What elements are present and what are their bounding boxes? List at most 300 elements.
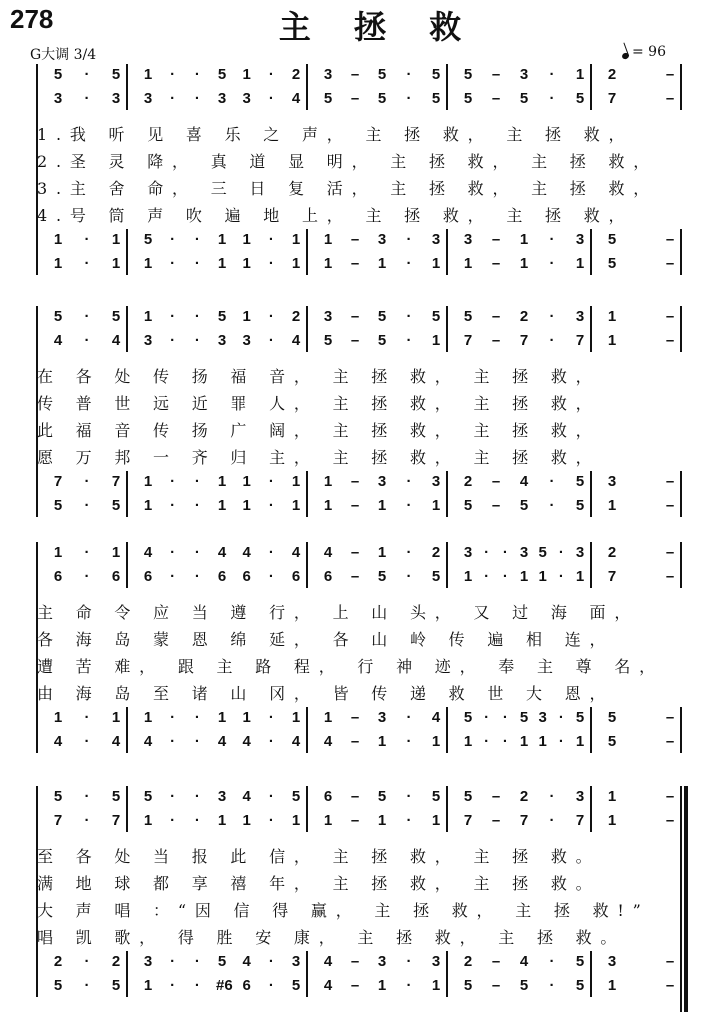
note-digit: 5 bbox=[377, 568, 387, 585]
dot-mark: · bbox=[170, 231, 176, 248]
dot-mark: · bbox=[170, 332, 176, 349]
note-digit: 2 bbox=[519, 308, 529, 325]
bar-line bbox=[446, 471, 448, 517]
note-digit: 3 bbox=[538, 709, 547, 726]
lyric-text: 1.我 听 见 喜 乐 之 声， 主 拯 救， 主 拯 救， bbox=[37, 125, 634, 144]
hold-dash: – bbox=[491, 90, 501, 107]
dot-mark: · bbox=[170, 733, 176, 750]
note-digit: 3 bbox=[575, 544, 585, 561]
dot-mark: · bbox=[194, 497, 200, 514]
note-digit: 1 bbox=[575, 733, 585, 750]
note-digit: 1 bbox=[53, 709, 63, 726]
note-digit: 2 bbox=[291, 66, 301, 83]
hold-dash: – bbox=[350, 255, 360, 272]
lyric-text: 3.主 舍 命， 三 日 复 活， 主 拯 救， 主 拯 救， bbox=[37, 179, 659, 198]
dot-mark: · bbox=[194, 977, 200, 994]
note-digit: 5 bbox=[53, 66, 63, 83]
note-digit: 4 bbox=[242, 544, 251, 561]
note-digit: 3 bbox=[143, 90, 153, 107]
hold-dash: – bbox=[350, 544, 360, 561]
note-digit: 7 bbox=[463, 812, 473, 829]
note-digit: 7 bbox=[53, 812, 63, 829]
dot-mark: · bbox=[406, 733, 412, 750]
note-digit: 7 bbox=[607, 568, 617, 585]
lyric-line bbox=[0, 391, 724, 415]
dot-mark: · bbox=[549, 255, 555, 272]
note-digit: 5 bbox=[53, 788, 63, 805]
note-digit: 1 bbox=[291, 255, 301, 272]
bar-line bbox=[126, 64, 128, 110]
note-digit: 3 bbox=[431, 231, 441, 248]
dot-mark: · bbox=[406, 308, 412, 325]
dot-mark: · bbox=[170, 66, 176, 83]
note-digit: 1 bbox=[538, 733, 547, 750]
lyric-text: 4.号 筒 声 吹 遍 地 上， 主 拯 救， 主 拯 救， bbox=[37, 206, 634, 225]
quarter-note-icon bbox=[621, 52, 630, 60]
note-digit: 4 bbox=[217, 544, 227, 561]
note-digit: 4 bbox=[217, 733, 227, 750]
note-digit: 7 bbox=[53, 473, 63, 490]
note-digit: 5 bbox=[431, 788, 441, 805]
dot-mark: · bbox=[194, 255, 200, 272]
dot-mark: · bbox=[268, 977, 274, 994]
bar-line bbox=[680, 707, 682, 753]
dot-mark: · bbox=[549, 308, 555, 325]
dot-mark: · bbox=[268, 255, 274, 272]
bar-line bbox=[306, 306, 308, 352]
lyric-line bbox=[0, 844, 724, 868]
note-digit: 1 bbox=[575, 568, 585, 585]
hold-dash: – bbox=[350, 332, 360, 349]
dot-mark: · bbox=[549, 473, 555, 490]
hold-dash: – bbox=[491, 953, 501, 970]
note-digit: 4 bbox=[431, 709, 441, 726]
note-digit: 3 bbox=[377, 953, 387, 970]
bar-line bbox=[446, 707, 448, 753]
note-digit: 1 bbox=[431, 255, 441, 272]
dot-mark: · bbox=[194, 90, 200, 107]
dot-mark: · bbox=[194, 812, 200, 829]
hold-dash: – bbox=[665, 66, 675, 83]
note-digit: 3 bbox=[377, 231, 387, 248]
note-digit: 3 bbox=[519, 66, 529, 83]
note-digit: 4 bbox=[291, 90, 301, 107]
note-digit: 1 bbox=[217, 255, 227, 272]
dot-mark: · bbox=[170, 977, 176, 994]
note-digit: 5 bbox=[463, 977, 473, 994]
hold-dash: – bbox=[665, 231, 675, 248]
note-digit: 3 bbox=[291, 953, 301, 970]
note-digit: 4 bbox=[323, 977, 333, 994]
note-digit: 6 bbox=[291, 568, 301, 585]
note-digit: 3 bbox=[607, 473, 617, 490]
note-digit: 7 bbox=[575, 812, 585, 829]
note-digit: 5 bbox=[575, 977, 585, 994]
bar-line bbox=[126, 542, 128, 588]
tempo-value: = 96 bbox=[632, 44, 666, 60]
note-digit: 3 bbox=[575, 788, 585, 805]
note-digit: 5 bbox=[111, 977, 121, 994]
note-digit: 1 bbox=[111, 709, 121, 726]
hold-dash: – bbox=[491, 788, 501, 805]
note-digit: 5 bbox=[607, 709, 617, 726]
note-digit: 6 bbox=[323, 568, 333, 585]
lyric-line bbox=[0, 122, 724, 146]
hymn-title: 主 拯 救 bbox=[278, 8, 478, 46]
note-digit: 5 bbox=[538, 544, 547, 561]
dot-mark: · bbox=[268, 709, 274, 726]
note-digit: 1 bbox=[607, 308, 617, 325]
note-digit: 4 bbox=[291, 733, 301, 750]
note-digit: 1 bbox=[111, 544, 121, 561]
note-digit: 1 bbox=[607, 977, 617, 994]
note-digit: 1 bbox=[143, 255, 153, 272]
note-digit: 4 bbox=[323, 953, 333, 970]
note-digit: 7 bbox=[519, 332, 529, 349]
note-digit: 5 bbox=[111, 66, 121, 83]
note-digit: 1 bbox=[143, 473, 153, 490]
note-digit: 1 bbox=[377, 733, 387, 750]
dot-mark: · bbox=[170, 473, 176, 490]
note-digit: 7 bbox=[607, 90, 617, 107]
bar-line bbox=[446, 786, 448, 832]
note-digit: 4 bbox=[291, 332, 301, 349]
note-digit: 3 bbox=[111, 90, 121, 107]
lyric-text: 在 各 处 传 扬 福 音， 主 拯 救， 主 拯 救， bbox=[37, 367, 601, 386]
note-digit: 1 bbox=[519, 568, 529, 585]
note-digit: 1 bbox=[242, 709, 251, 726]
dot-mark: · bbox=[268, 544, 274, 561]
note-digit: 5 bbox=[463, 66, 473, 83]
bar-line bbox=[590, 229, 592, 275]
dot-mark: · bbox=[549, 977, 555, 994]
note-digit: 3 bbox=[143, 953, 153, 970]
hold-dash: – bbox=[491, 812, 501, 829]
hold-dash: – bbox=[350, 812, 360, 829]
dot-mark: · bbox=[194, 733, 200, 750]
hold-dash: – bbox=[665, 733, 675, 750]
hold-dash: – bbox=[491, 497, 501, 514]
note-digit: 1 bbox=[463, 255, 473, 272]
note-digit: 3 bbox=[143, 332, 153, 349]
note-digit: 5 bbox=[53, 497, 63, 514]
lyric-line bbox=[0, 871, 724, 895]
hold-dash: – bbox=[350, 497, 360, 514]
bar-line bbox=[590, 471, 592, 517]
note-digit: 4 bbox=[323, 733, 333, 750]
note-digit: 1 bbox=[377, 812, 387, 829]
note-digit: 6 bbox=[242, 977, 251, 994]
note-digit: 1 bbox=[143, 66, 153, 83]
note-digit: 3 bbox=[431, 473, 441, 490]
dot-mark: · bbox=[194, 308, 200, 325]
note-digit: 1 bbox=[431, 332, 441, 349]
note-digit: 1 bbox=[323, 255, 333, 272]
dot-mark: · bbox=[84, 544, 90, 561]
note-digit: 1 bbox=[291, 812, 301, 829]
bar-line bbox=[680, 542, 682, 588]
note-digit: 7 bbox=[111, 812, 121, 829]
note-digit: 5 bbox=[431, 90, 441, 107]
note-digit: 2 bbox=[111, 953, 121, 970]
dot-mark: · bbox=[170, 544, 176, 561]
hold-dash: – bbox=[350, 66, 360, 83]
dot-mark: · bbox=[549, 788, 555, 805]
note-digit: 1 bbox=[377, 255, 387, 272]
dot-mark: · bbox=[84, 332, 90, 349]
note-digit: 5 bbox=[607, 231, 617, 248]
dot-mark: · bbox=[549, 231, 555, 248]
dot-mark: · bbox=[406, 66, 412, 83]
bar-line bbox=[680, 306, 682, 352]
note-digit: 1 bbox=[53, 255, 63, 272]
dot-mark: · bbox=[268, 953, 274, 970]
note-digit: 3 bbox=[217, 90, 227, 107]
note-digit: 1 bbox=[242, 255, 251, 272]
dot-mark: · bbox=[268, 812, 274, 829]
note-digit: 5 bbox=[323, 90, 333, 107]
dot-mark: · bbox=[406, 231, 412, 248]
note-digit: 4 bbox=[519, 953, 529, 970]
note-digit: 5 bbox=[291, 977, 301, 994]
note-digit: 6 bbox=[242, 568, 251, 585]
note-digit: 5 bbox=[575, 953, 585, 970]
hold-dash: – bbox=[350, 953, 360, 970]
note-digit: 6 bbox=[53, 568, 63, 585]
dot-mark: · bbox=[558, 733, 564, 750]
dot-mark: · bbox=[268, 568, 274, 585]
dot-mark: · bbox=[549, 497, 555, 514]
dot-mark: · bbox=[170, 568, 176, 585]
note-digit: 5 bbox=[575, 497, 585, 514]
note-digit: 2 bbox=[519, 788, 529, 805]
dot-mark: · bbox=[268, 497, 274, 514]
dot-mark: · bbox=[170, 255, 176, 272]
note-digit: 1 bbox=[607, 497, 617, 514]
dot-mark: · bbox=[84, 90, 90, 107]
dot-mark: · bbox=[268, 332, 274, 349]
note-digit: 1 bbox=[217, 473, 227, 490]
note-digit: 3 bbox=[242, 332, 251, 349]
note-digit: 3 bbox=[323, 308, 333, 325]
lyric-line bbox=[0, 203, 724, 227]
note-digit: 5 bbox=[111, 308, 121, 325]
bar-line bbox=[446, 542, 448, 588]
note-digit: 1 bbox=[463, 733, 473, 750]
dot-mark: · bbox=[406, 544, 412, 561]
note-digit: 5 bbox=[377, 332, 387, 349]
lyric-text: 至 各 处 当 报 此 信， 主 拯 救， 主 拯 救。 bbox=[37, 847, 601, 866]
lyric-line bbox=[0, 600, 724, 624]
note-digit: 1 bbox=[323, 231, 333, 248]
note-digit: 5 bbox=[217, 308, 227, 325]
dot-mark: · bbox=[549, 90, 555, 107]
note-digit: 3 bbox=[242, 90, 251, 107]
note-digit: 1 bbox=[377, 977, 387, 994]
dot-mark: · bbox=[194, 568, 200, 585]
note-digit: 6 bbox=[111, 568, 121, 585]
note-digit: 5 bbox=[143, 788, 153, 805]
hold-dash: – bbox=[350, 568, 360, 585]
note-digit: 1 bbox=[323, 497, 333, 514]
dot-mark: · bbox=[406, 812, 412, 829]
hold-dash: – bbox=[665, 308, 675, 325]
note-digit: 1 bbox=[607, 332, 617, 349]
note-digit: 1 bbox=[575, 255, 585, 272]
note-digit: 1 bbox=[53, 544, 63, 561]
dot-mark: · bbox=[502, 568, 508, 585]
note-digit: 4 bbox=[242, 733, 251, 750]
bar-line bbox=[446, 229, 448, 275]
note-digit: 1 bbox=[519, 255, 529, 272]
lyric-text: 大 声 唱 ：“因 信 得 赢， 主 拯 救， 主 拯 救!” bbox=[37, 901, 650, 920]
note-digit: 4 bbox=[519, 473, 529, 490]
hold-dash: – bbox=[665, 953, 675, 970]
note-digit: 4 bbox=[53, 733, 63, 750]
hold-dash: – bbox=[350, 709, 360, 726]
note-digit: 2 bbox=[607, 544, 617, 561]
dot-mark: · bbox=[194, 953, 200, 970]
note-digit: 2 bbox=[463, 953, 473, 970]
note-digit: 5 bbox=[431, 66, 441, 83]
dot-mark: · bbox=[194, 544, 200, 561]
dot-mark: · bbox=[84, 733, 90, 750]
lyric-text: 满 地 球 都 享 禧 年， 主 拯 救， 主 拯 救。 bbox=[37, 874, 601, 893]
final-barline-thick bbox=[684, 786, 688, 1012]
bar-line bbox=[306, 64, 308, 110]
note-digit: 1 bbox=[431, 497, 441, 514]
note-digit: 5 bbox=[575, 90, 585, 107]
dot-mark: · bbox=[549, 953, 555, 970]
note-digit: 5 bbox=[463, 308, 473, 325]
note-digit: 1 bbox=[607, 788, 617, 805]
lyric-text: 2.圣 灵 降， 真 道 显 明， 主 拯 救， 主 拯 救， bbox=[37, 152, 659, 171]
note-digit: 5 bbox=[377, 90, 387, 107]
lyric-line bbox=[0, 654, 724, 678]
dot-mark: · bbox=[194, 788, 200, 805]
dot-mark: · bbox=[268, 473, 274, 490]
note-digit: 5 bbox=[463, 709, 473, 726]
dot-mark: · bbox=[170, 812, 176, 829]
note-digit: 5 bbox=[463, 90, 473, 107]
note-digit: 1 bbox=[111, 255, 121, 272]
dot-mark: · bbox=[558, 568, 564, 585]
note-digit: 5 bbox=[519, 709, 529, 726]
note-digit: 5 bbox=[575, 473, 585, 490]
hold-dash: – bbox=[350, 733, 360, 750]
hold-dash: – bbox=[665, 812, 675, 829]
note-digit: 3 bbox=[377, 709, 387, 726]
dot-mark: · bbox=[84, 255, 90, 272]
hold-dash: – bbox=[350, 788, 360, 805]
dot-mark: · bbox=[84, 497, 90, 514]
note-digit: 1 bbox=[323, 473, 333, 490]
lyric-text: 愿 万 邦 一 齐 归 主， 主 拯 救， 主 拯 救， bbox=[37, 448, 601, 467]
lyric-line bbox=[0, 176, 724, 200]
dot-mark: · bbox=[268, 788, 274, 805]
note-digit: 3 bbox=[323, 66, 333, 83]
dot-mark: · bbox=[194, 66, 200, 83]
hold-dash: – bbox=[665, 544, 675, 561]
note-digit: 1 bbox=[143, 308, 153, 325]
dot-mark: · bbox=[484, 733, 490, 750]
dot-mark: · bbox=[502, 709, 508, 726]
dot-mark: · bbox=[268, 66, 274, 83]
note-digit: 5 bbox=[143, 231, 153, 248]
note-digit: 1 bbox=[242, 66, 251, 83]
hold-dash: – bbox=[491, 977, 501, 994]
bar-line bbox=[590, 707, 592, 753]
dot-mark: · bbox=[406, 788, 412, 805]
lyric-text: 由 海 岛 至 诸 山 冈， 皆 传 递 救 世 大 恩， bbox=[37, 684, 615, 703]
bar-line bbox=[446, 64, 448, 110]
bar-line bbox=[446, 306, 448, 352]
bar-line bbox=[306, 471, 308, 517]
note-digit: 5 bbox=[377, 66, 387, 83]
note-digit: 1 bbox=[217, 497, 227, 514]
dot-mark: · bbox=[84, 812, 90, 829]
dot-mark: · bbox=[84, 568, 90, 585]
bar-line bbox=[446, 951, 448, 997]
note-digit: 5 bbox=[217, 66, 227, 83]
bar-line bbox=[590, 64, 592, 110]
note-digit: 1 bbox=[242, 231, 251, 248]
lyric-line bbox=[0, 627, 724, 651]
dot-mark: · bbox=[84, 977, 90, 994]
bar-line bbox=[306, 707, 308, 753]
note-digit: 5 bbox=[111, 497, 121, 514]
dot-mark: · bbox=[406, 497, 412, 514]
hymn-number: 278 bbox=[10, 4, 54, 34]
dot-mark: · bbox=[194, 709, 200, 726]
note-digit: 1 bbox=[291, 709, 301, 726]
tempo-marking bbox=[622, 44, 666, 60]
dot-mark: · bbox=[170, 497, 176, 514]
note-digit: 1 bbox=[463, 568, 473, 585]
note-digit: 1 bbox=[538, 568, 547, 585]
dot-mark: · bbox=[406, 953, 412, 970]
note-digit: 1 bbox=[323, 812, 333, 829]
hold-dash: – bbox=[491, 308, 501, 325]
note-digit: 3 bbox=[377, 473, 387, 490]
note-digit: 3 bbox=[431, 953, 441, 970]
note-digit: 5 bbox=[607, 255, 617, 272]
hold-dash: – bbox=[665, 332, 675, 349]
note-digit: 5 bbox=[53, 308, 63, 325]
note-digit: 2 bbox=[607, 66, 617, 83]
note-digit: 1 bbox=[242, 308, 251, 325]
note-digit: 4 bbox=[111, 332, 121, 349]
note-digit: 1 bbox=[53, 231, 63, 248]
dot-mark: · bbox=[84, 953, 90, 970]
dot-mark: · bbox=[268, 90, 274, 107]
bar-line bbox=[306, 951, 308, 997]
bar-line bbox=[680, 229, 682, 275]
dot-mark: · bbox=[194, 473, 200, 490]
note-digit: 4 bbox=[291, 544, 301, 561]
dot-mark: · bbox=[502, 544, 508, 561]
dot-mark: · bbox=[406, 709, 412, 726]
note-digit: 1 bbox=[323, 709, 333, 726]
hold-dash: – bbox=[665, 497, 675, 514]
note-digit: 4 bbox=[323, 544, 333, 561]
note-digit: 1 bbox=[519, 231, 529, 248]
note-digit: 1 bbox=[217, 709, 227, 726]
dot-mark: · bbox=[84, 473, 90, 490]
hold-dash: – bbox=[665, 90, 675, 107]
hold-dash: – bbox=[665, 709, 675, 726]
note-digit: 5 bbox=[607, 733, 617, 750]
